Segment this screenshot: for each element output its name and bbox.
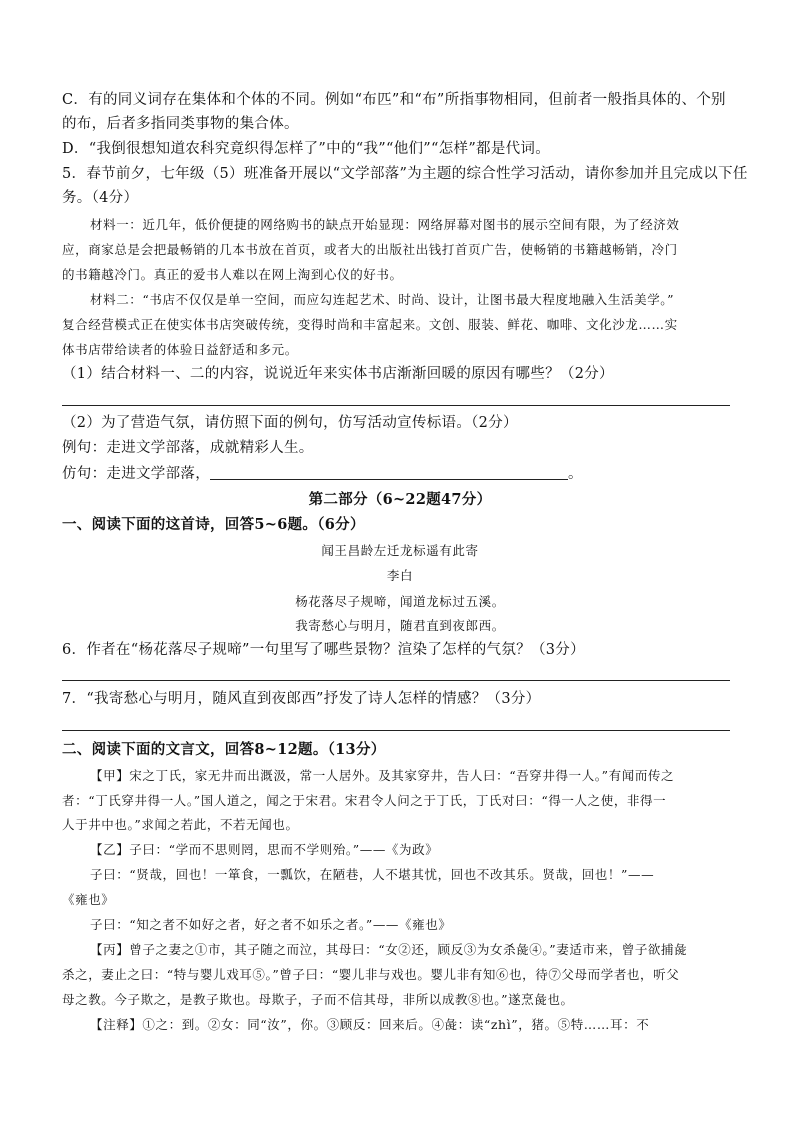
poem-author: 李白 [386, 568, 414, 583]
poem-title: 闻王昌龄左迁龙标遥有此寄 [321, 543, 479, 558]
text-jia-line2: 者：“丁氏穿井得一人。”国人道之，闻之于宋君。宋君令人问之于丁氏，丁氏对曰：“得一人之使，非得一 [62, 793, 667, 808]
answer-line-7[interactable] [62, 730, 730, 731]
material-1-line1: 材料一：近几年，低价便捷的网络购书的缺点开始显现：网络屏幕对图书的展示空间有限，为了经济效 [90, 217, 680, 232]
text-yi-line2: 子曰：“贤哉，回也！一箪食，一瓢饮，在陋巷，人不堪其忧，回也不改其乐。贤哉，回也！”—— [90, 867, 655, 882]
material-2-line3: 体书店带给读者的体验日益舒适和多元。 [62, 342, 298, 357]
imitation-blank[interactable] [210, 465, 568, 480]
material-1-line2: 应，商家总是会把最畅销的几本书放在首页，或者大的出版社出钱打首页广告，使畅销的书籍越畅销，冷门 [62, 242, 678, 257]
question-5-line2: 务。（4分） [62, 190, 139, 206]
poem-line-1: 杨花落尽子规啼，闻道龙标过五溪。 [295, 594, 505, 609]
part-2-heading: 第二部分（6~22题47分） [308, 491, 492, 508]
question-7: 7．“我寄愁心与明月，随风直到夜郎西”抒发了诗人怎样的情感？（3分） [62, 691, 541, 707]
text-bing-line1: 【丙】曾子之妻之①市，其子随之而泣，其母曰：“女②还，顾反③为女杀彘④。”妻适市来，曾子欲捕彘 [90, 942, 688, 957]
question-6: 6．作者在“杨花落尽子规啼”一句里写了哪些景物？渲染了怎样的气氛？（3分） [62, 642, 585, 658]
subquestion-2: （2）为了营造气氛，请仿照下面的例句，仿写活动宣传标语。（2分） [62, 415, 518, 431]
imitation-prefix: 仿句：走进文学部落， [62, 466, 210, 482]
subquestion-1: （1）结合材料一、二的内容，说说近年来实体书店渐渐回暖的原因有哪些？（2分） [62, 366, 614, 382]
option-c-line1: C．有的同义词存在集体和个体的不同。例如“布匹”和“布”所指事物相同，但前者一般指具体的、个别 [62, 92, 726, 108]
annotation-line: 【注释】①之：到。②女：同“汝”，你。③顾反：回来后。④彘：读“zhì”，猪。⑤特……耳：不 [90, 1017, 650, 1032]
poem-line-2: 我寄愁心与明月，随君直到夜郎西。 [295, 618, 505, 633]
answer-line-1[interactable] [62, 405, 730, 406]
option-d: D．“我倒很想知道农科究竟织得怎样了”中的“我”“他们”“怎样”都是代词。 [62, 141, 551, 157]
material-2-line2: 复合经营模式正在使实体书店突破传统，变得时尚和丰富起来。文创、服装、鲜花、咖啡、文化沙龙……实 [62, 317, 678, 332]
material-1-line3: 的书籍越冷门。真正的爱书人难以在网上淘到心仪的好书。 [62, 267, 403, 282]
example-sentence: 例句：走进文学部落，成就精彩人生。 [62, 440, 314, 456]
text-bing-line2: 杀之，妻止之曰：“特与婴儿戏耳⑤。”曾子曰：“婴儿非与戏也。婴儿非有知⑥也，待⑦父母而学者也，听父 [62, 967, 680, 982]
answer-line-6[interactable] [62, 680, 730, 681]
imitation-sentence [62, 462, 738, 487]
option-c-line2: 的布，后者多指同类事物的集合体。 [62, 116, 299, 132]
text-jia-line3: 人于井中也。”求闻之若此，不若无闻也。 [62, 817, 299, 832]
question-5-line1: 5．春节前夕，七年级（5）班准备开展以“文学部落”为主题的综合性学习活动，请你参加并且完成以下任 [62, 166, 748, 182]
text-yi-line4: 子曰：“知之者不如好之者，好之者不如乐之者。”——《雍也》 [90, 917, 452, 932]
section-1-heading: 一、阅读下面的这首诗，回答5~6题。（6分） [62, 516, 365, 533]
text-jia-line1: 【甲】宋之丁氏，家无井而出溉汲，常一人居外。及其家穿井，告人曰：“吾穿井得一人。”有闻而传之 [90, 768, 675, 783]
material-2-line1: 材料二：“书店不仅仅是单一空间，而应勾连起艺术、时尚、设计，让图书最大程度地融入生活美学。” [90, 292, 675, 307]
text-bing-line3: 母之教。今子欺之，是教子欺也。母欺子，子而不信其母，非所以成教⑧也。”遂烹彘也。 [62, 992, 574, 1007]
imitation-suffix: 。 [568, 466, 583, 482]
text-yi-line3: 《雍也》 [62, 892, 115, 907]
text-yi-line1: 【乙】子曰：“学而不思则罔，思而不学则殆。”——《为政》 [90, 842, 439, 857]
section-2-heading: 二、阅读下面的文言文，回答8~12题。（13分） [62, 741, 386, 758]
